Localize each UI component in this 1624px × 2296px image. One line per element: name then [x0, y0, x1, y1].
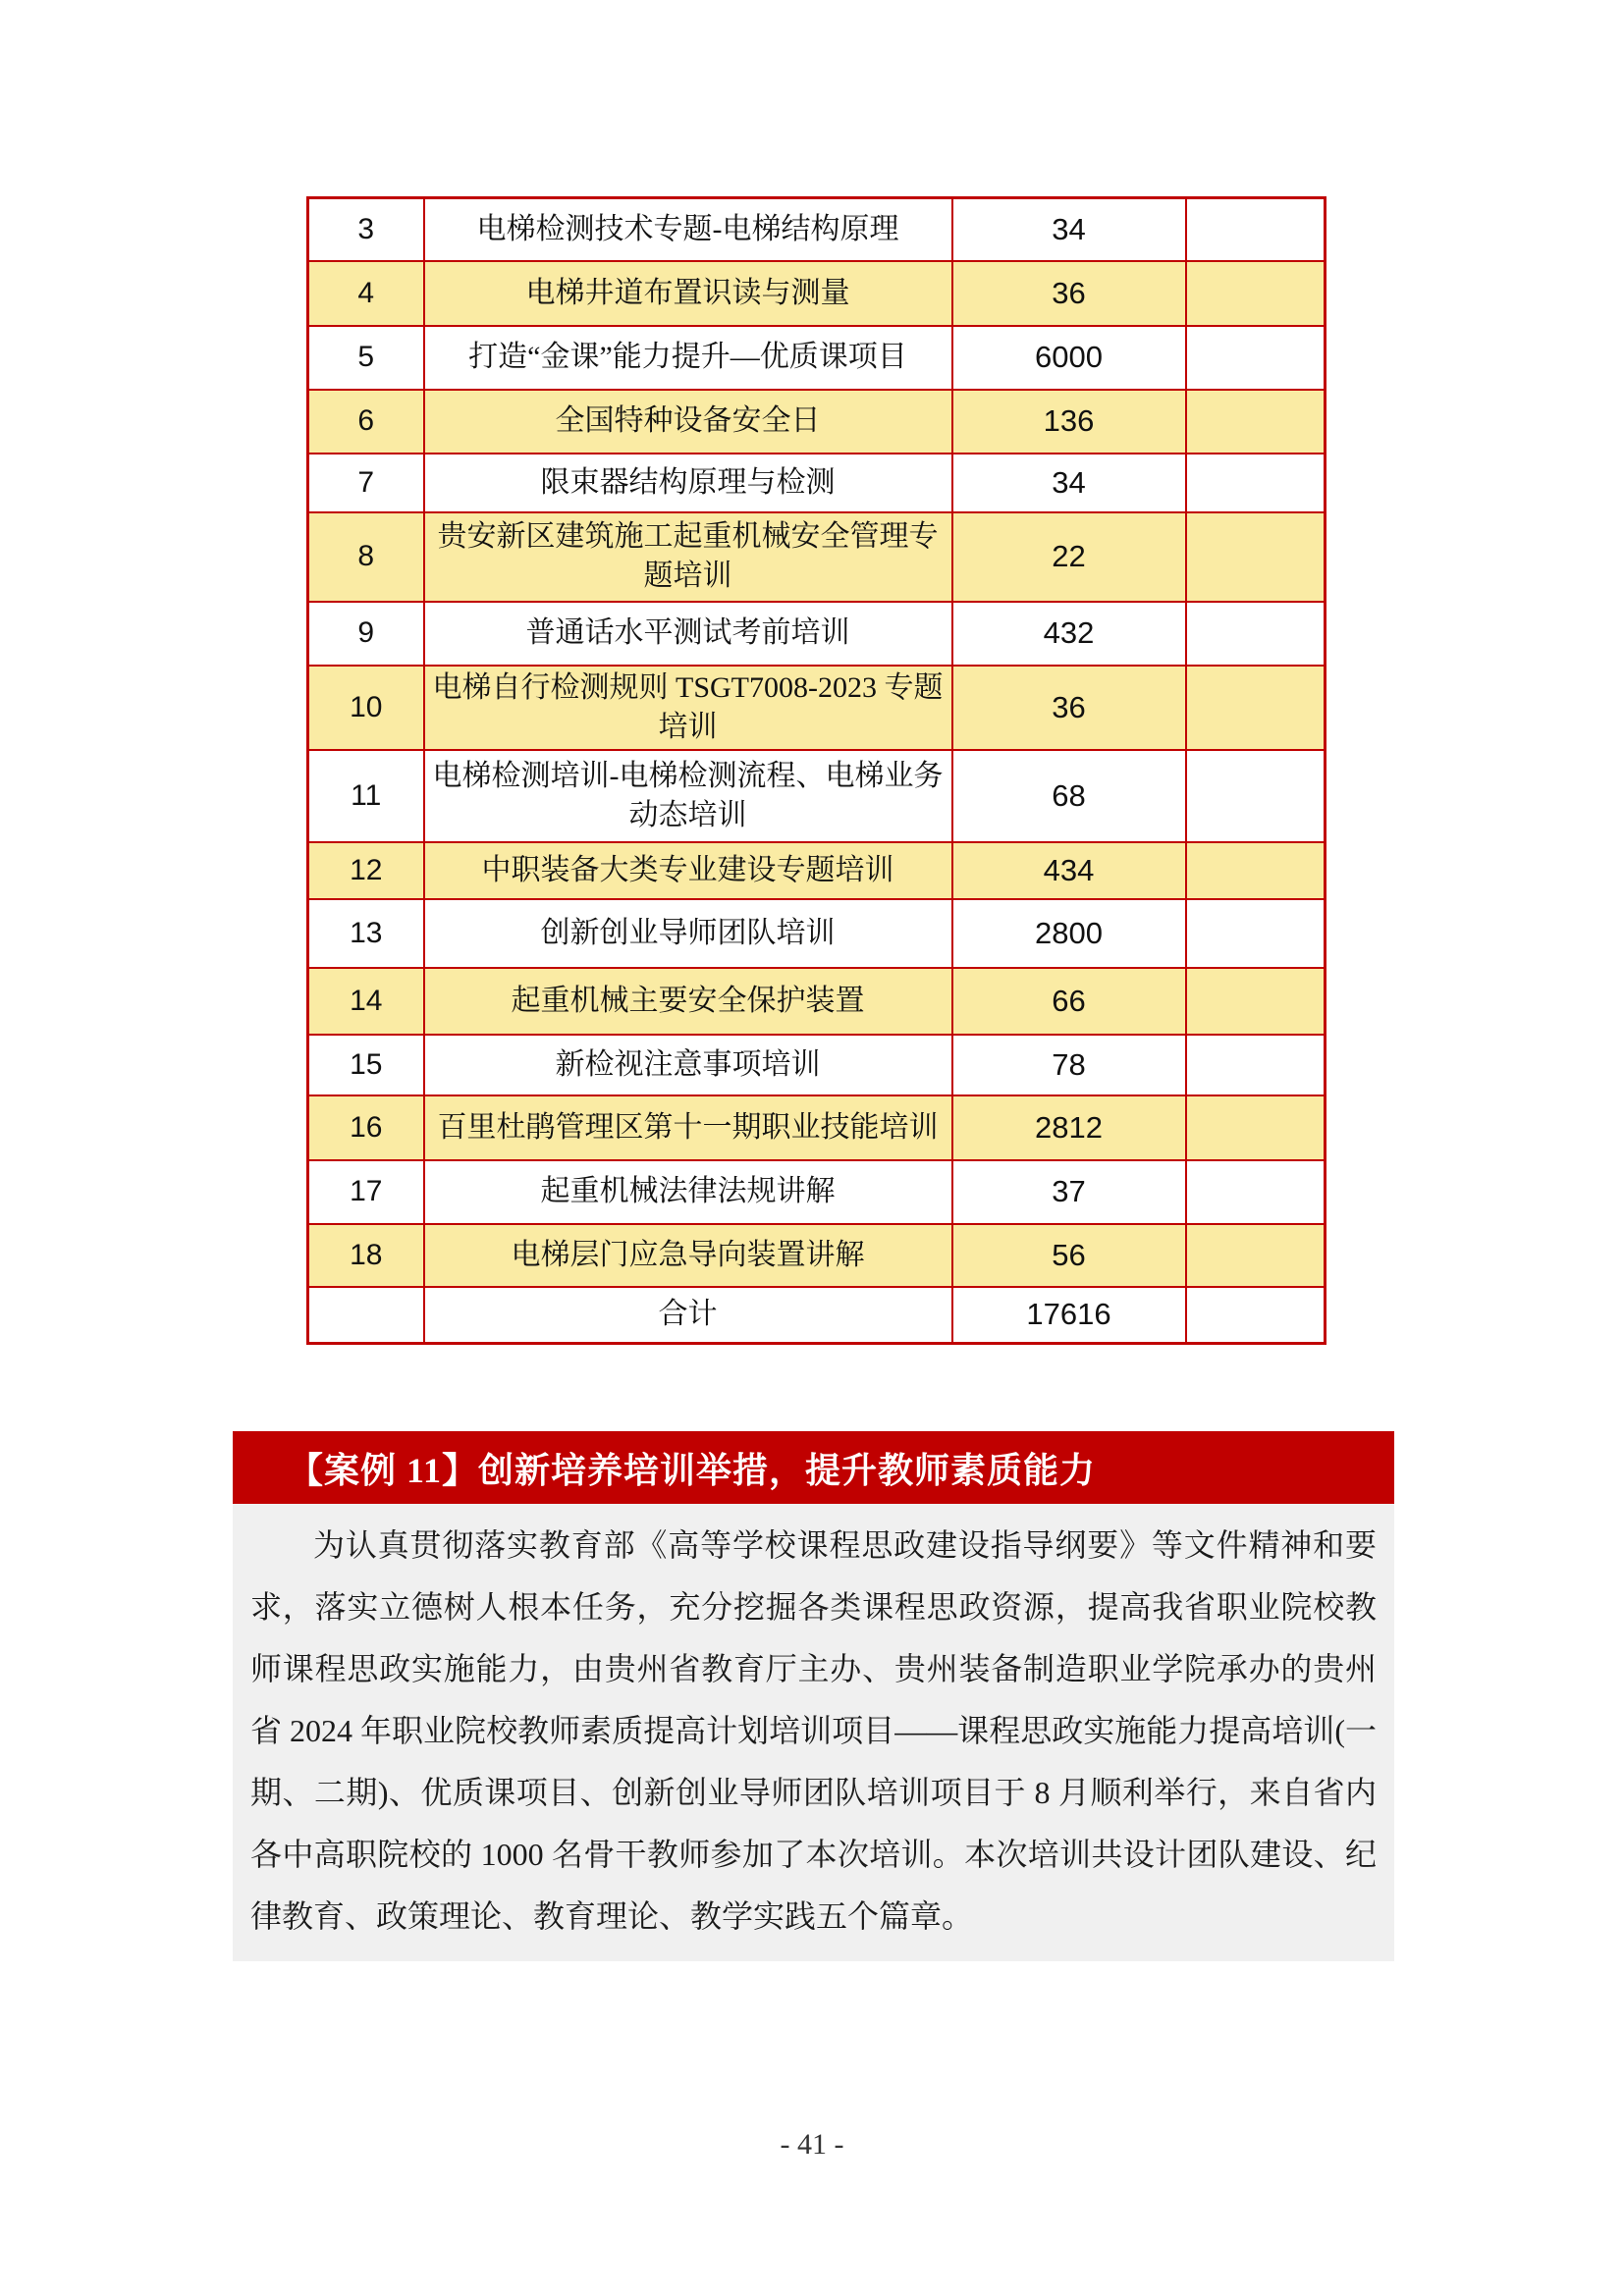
note-cell: [1186, 1095, 1326, 1160]
case-11-paragraph: 为认真贯彻落实教育部《高等学校课程思政建设指导纲要》等文件精神和要求，落实立德树人根本任务，充分挖掘各类课程思政资源，提高我省职业院校教师课程思政实施能力，由贵州省教育厅主办、贵州装备制造职业学院承办的贵州省 2024 年职业院校教师素质提高计划培训项目——课程思政实施能力提高培训(一期、二期)、优质课项目、创新创业导师团队培训项目于 8 月顺利举行，来自省内各中高职院校的 1000 名骨干教师参加了本次培训。本次培训共设计团队建设、纪律教育、政策理论、教育理论、教学实践五个篇章。: [250, 1527, 1377, 1934]
table-row: [308, 1160, 1326, 1224]
row-number-cell: 10: [308, 666, 424, 750]
trainee-count-cell: 34: [952, 198, 1186, 261]
training-summary-table: [306, 196, 1326, 1345]
row-number-cell: 8: [308, 512, 424, 602]
training-name-cell: 电梯井道布置识读与测量: [424, 261, 952, 326]
note-cell: [1186, 602, 1326, 666]
row-number-cell: 6: [308, 390, 424, 454]
page-number: - 41 -: [780, 2128, 844, 2161]
note-cell: [1186, 842, 1326, 899]
trainee-count-cell: 78: [952, 1035, 1186, 1095]
table-row: [308, 968, 1326, 1035]
case-11-banner: [233, 1431, 1394, 1504]
row-number-cell: 11: [308, 750, 424, 842]
note-cell: [1186, 326, 1326, 390]
table-row: [308, 390, 1326, 454]
trainee-count-cell: 432: [952, 602, 1186, 666]
row-number-cell: 7: [308, 454, 424, 512]
note-cell: [1186, 968, 1326, 1035]
trainee-count-cell: 2800: [952, 899, 1186, 968]
trainee-count-cell: 22: [952, 512, 1186, 602]
table-row: [308, 899, 1326, 968]
training-name-cell: 电梯检测技术专题-电梯结构原理: [424, 198, 952, 261]
training-name-cell: 中职装备大类专业建设专题培训: [424, 842, 952, 899]
trainee-count-cell: 17616: [952, 1287, 1186, 1344]
training-name-cell: 起重机械法律法规讲解: [424, 1160, 952, 1224]
table-row: [308, 1095, 1326, 1160]
note-cell: [1186, 1160, 1326, 1224]
training-name-cell: 新检视注意事项培训: [424, 1035, 952, 1095]
training-name-cell: 电梯检测培训-电梯检测流程、电梯业务动态培训: [424, 750, 952, 842]
trainee-count-cell: 66: [952, 968, 1186, 1035]
table-row: [308, 750, 1326, 842]
training-name-cell: 限束器结构原理与检测: [424, 454, 952, 512]
row-number-cell: 13: [308, 899, 424, 968]
row-number-cell: 12: [308, 842, 424, 899]
row-number-cell: 9: [308, 602, 424, 666]
trainee-count-cell: 56: [952, 1224, 1186, 1287]
trainee-count-cell: 36: [952, 666, 1186, 750]
row-number-cell: 4: [308, 261, 424, 326]
training-name-cell: 合计: [424, 1287, 952, 1344]
trainee-count-cell: 68: [952, 750, 1186, 842]
row-number-cell: 16: [308, 1095, 424, 1160]
training-name-cell: 百里杜鹃管理区第十一期职业技能培训: [424, 1095, 952, 1160]
training-name-cell: 电梯自行检测规则 TSGT7008-2023 专题培训: [424, 666, 952, 750]
trainee-count-cell: 6000: [952, 326, 1186, 390]
note-cell: [1186, 390, 1326, 454]
trainee-count-cell: 34: [952, 454, 1186, 512]
row-number-cell: 5: [308, 326, 424, 390]
note-cell: [1186, 261, 1326, 326]
trainee-count-cell: 37: [952, 1160, 1186, 1224]
table-row: [308, 326, 1326, 390]
row-number-cell: [308, 1287, 424, 1344]
note-cell: [1186, 1035, 1326, 1095]
table-total-row: [308, 1287, 1326, 1344]
table-row: [308, 666, 1326, 750]
training-name-cell: 起重机械主要安全保护装置: [424, 968, 952, 1035]
row-number-cell: 3: [308, 198, 424, 261]
table-row: [308, 198, 1326, 261]
training-name-cell: 全国特种设备安全日: [424, 390, 952, 454]
row-number-cell: 15: [308, 1035, 424, 1095]
training-name-cell: 打造“金课”能力提升—优质课项目: [424, 326, 952, 390]
training-name-cell: 电梯层门应急导向装置讲解: [424, 1224, 952, 1287]
note-cell: [1186, 1224, 1326, 1287]
trainee-count-cell: 136: [952, 390, 1186, 454]
note-cell: [1186, 454, 1326, 512]
training-summary-table-body: [308, 198, 1326, 1344]
trainee-count-cell: 2812: [952, 1095, 1186, 1160]
note-cell: [1186, 750, 1326, 842]
table-row: [308, 1224, 1326, 1287]
training-name-cell: 贵安新区建筑施工起重机械安全管理专题培训: [424, 512, 952, 602]
table-row: [308, 842, 1326, 899]
table-row: [308, 602, 1326, 666]
table-row: [308, 261, 1326, 326]
case-11-body: [233, 1504, 1394, 1961]
row-number-cell: 14: [308, 968, 424, 1035]
table-row: [308, 1035, 1326, 1095]
note-cell: [1186, 512, 1326, 602]
case-11-banner-title: 【案例 11】创新培养培训举措，提升教师素质能力: [288, 1450, 1097, 1490]
trainee-count-cell: 434: [952, 842, 1186, 899]
note-cell: [1186, 899, 1326, 968]
table-row: [308, 454, 1326, 512]
row-number-cell: 18: [308, 1224, 424, 1287]
table-row: [308, 512, 1326, 602]
note-cell: [1186, 1287, 1326, 1344]
note-cell: [1186, 666, 1326, 750]
training-name-cell: 普通话水平测试考前培训: [424, 602, 952, 666]
note-cell: [1186, 198, 1326, 261]
trainee-count-cell: 36: [952, 261, 1186, 326]
training-name-cell: 创新创业导师团队培训: [424, 899, 952, 968]
row-number-cell: 17: [308, 1160, 424, 1224]
